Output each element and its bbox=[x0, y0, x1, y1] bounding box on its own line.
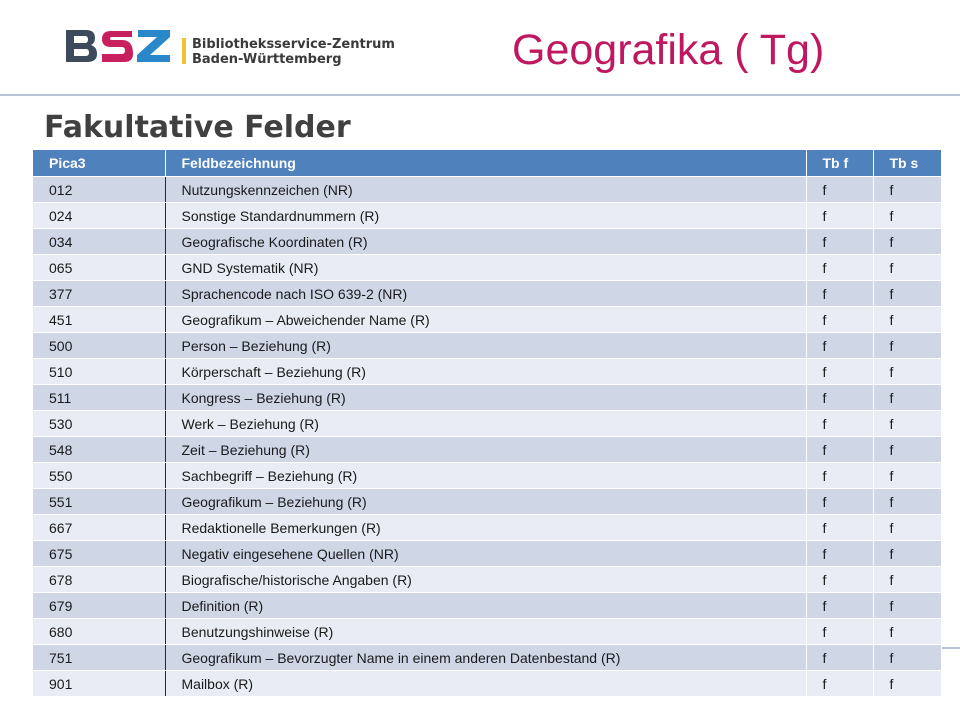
cell-tb-f: f bbox=[806, 515, 873, 541]
table-header-row bbox=[33, 150, 941, 177]
table-row bbox=[33, 307, 941, 333]
table-row bbox=[33, 281, 941, 307]
table-row bbox=[33, 411, 941, 437]
cell-tb-s: f bbox=[873, 255, 941, 281]
table-row bbox=[33, 645, 941, 671]
cell-tb-f: f bbox=[806, 255, 873, 281]
table-row bbox=[33, 463, 941, 489]
cell-tb-s: f bbox=[873, 359, 941, 385]
slide-title: Geografika ( Tg) bbox=[512, 26, 825, 74]
cell-tb-s: f bbox=[873, 437, 941, 463]
cell-pica3: 065 bbox=[33, 255, 165, 281]
right-divider bbox=[942, 647, 960, 649]
cell-feldbezeichnung: Zeit – Beziehung (R) bbox=[165, 437, 806, 463]
logo-text bbox=[192, 37, 452, 67]
cell-feldbezeichnung: Körperschaft – Beziehung (R) bbox=[165, 359, 806, 385]
logo-letter-b bbox=[66, 30, 97, 62]
cell-feldbezeichnung: Person – Beziehung (R) bbox=[165, 333, 806, 359]
header-divider bbox=[0, 94, 960, 96]
fields-table bbox=[33, 150, 941, 697]
cell-feldbezeichnung: Geografikum – Abweichender Name (R) bbox=[165, 307, 806, 333]
cell-pica3: 550 bbox=[33, 463, 165, 489]
cell-tb-f: f bbox=[806, 437, 873, 463]
header-pica3: Pica3 bbox=[33, 150, 165, 177]
cell-tb-f: f bbox=[806, 203, 873, 229]
cell-feldbezeichnung: Nutzungskennzeichen (NR) bbox=[165, 177, 806, 203]
cell-feldbezeichnung: Sprachencode nach ISO 639-2 (NR) bbox=[165, 281, 806, 307]
cell-feldbezeichnung: Werk – Beziehung (R) bbox=[165, 411, 806, 437]
cell-tb-f: f bbox=[806, 411, 873, 437]
cell-tb-s: f bbox=[873, 333, 941, 359]
cell-feldbezeichnung: GND Systematik (NR) bbox=[165, 255, 806, 281]
bsz-logo-mark bbox=[64, 24, 174, 68]
logo-line-2: Baden-Württemberg bbox=[192, 52, 342, 67]
cell-tb-f: f bbox=[806, 645, 873, 671]
cell-tb-f: f bbox=[806, 307, 873, 333]
cell-tb-f: f bbox=[806, 567, 873, 593]
cell-tb-s: f bbox=[873, 619, 941, 645]
cell-pica3: 500 bbox=[33, 333, 165, 359]
cell-pica3: 751 bbox=[33, 645, 165, 671]
cell-feldbezeichnung: Sachbegriff – Beziehung (R) bbox=[165, 463, 806, 489]
cell-tb-s: f bbox=[873, 281, 941, 307]
cell-tb-f: f bbox=[806, 541, 873, 567]
header-tb-f: Tb f bbox=[806, 150, 873, 177]
logo-line-1: Bibliotheksservice-Zentrum bbox=[192, 37, 395, 52]
cell-tb-s: f bbox=[873, 671, 941, 697]
cell-pica3: 678 bbox=[33, 567, 165, 593]
cell-feldbezeichnung: Sonstige Standardnummern (R) bbox=[165, 203, 806, 229]
cell-tb-s: f bbox=[873, 515, 941, 541]
cell-feldbezeichnung: Negativ eingesehene Quellen (NR) bbox=[165, 541, 806, 567]
cell-feldbezeichnung: Mailbox (R) bbox=[165, 671, 806, 697]
table-row bbox=[33, 489, 941, 515]
section-title: Fakultative Felder bbox=[44, 110, 351, 145]
logo-letter-s bbox=[102, 31, 133, 62]
cell-feldbezeichnung: Definition (R) bbox=[165, 593, 806, 619]
table-row bbox=[33, 359, 941, 385]
cell-tb-f: f bbox=[806, 385, 873, 411]
cell-pica3: 012 bbox=[33, 177, 165, 203]
table-row bbox=[33, 177, 941, 203]
cell-tb-s: f bbox=[873, 489, 941, 515]
table-row bbox=[33, 203, 941, 229]
cell-tb-s: f bbox=[873, 593, 941, 619]
cell-pica3: 530 bbox=[33, 411, 165, 437]
table-body bbox=[33, 177, 941, 697]
cell-tb-s: f bbox=[873, 229, 941, 255]
header-tb-s: Tb s bbox=[873, 150, 941, 177]
cell-pica3: 451 bbox=[33, 307, 165, 333]
table-row bbox=[33, 229, 941, 255]
cell-tb-s: f bbox=[873, 385, 941, 411]
cell-pica3: 548 bbox=[33, 437, 165, 463]
table-row bbox=[33, 593, 941, 619]
cell-tb-s: f bbox=[873, 463, 941, 489]
table-row bbox=[33, 541, 941, 567]
cell-tb-f: f bbox=[806, 671, 873, 697]
cell-pica3: 551 bbox=[33, 489, 165, 515]
cell-pica3: 667 bbox=[33, 515, 165, 541]
cell-pica3: 680 bbox=[33, 619, 165, 645]
table-row bbox=[33, 385, 941, 411]
table-row bbox=[33, 515, 941, 541]
cell-tb-s: f bbox=[873, 411, 941, 437]
cell-feldbezeichnung: Redaktionelle Bemerkungen (R) bbox=[165, 515, 806, 541]
cell-pica3: 679 bbox=[33, 593, 165, 619]
cell-pica3: 510 bbox=[33, 359, 165, 385]
cell-pica3: 024 bbox=[33, 203, 165, 229]
fields-table-container bbox=[33, 150, 941, 697]
logo-letter-z bbox=[137, 30, 170, 62]
cell-pica3: 511 bbox=[33, 385, 165, 411]
cell-feldbezeichnung: Kongress – Beziehung (R) bbox=[165, 385, 806, 411]
logo-divider-bar bbox=[182, 38, 186, 64]
cell-pica3: 034 bbox=[33, 229, 165, 255]
cell-tb-f: f bbox=[806, 333, 873, 359]
cell-tb-f: f bbox=[806, 229, 873, 255]
cell-tb-s: f bbox=[873, 307, 941, 333]
table-row bbox=[33, 619, 941, 645]
cell-tb-f: f bbox=[806, 463, 873, 489]
table-row bbox=[33, 437, 941, 463]
cell-tb-s: f bbox=[873, 567, 941, 593]
table-row bbox=[33, 671, 941, 697]
table-row bbox=[33, 333, 941, 359]
cell-tb-f: f bbox=[806, 619, 873, 645]
header-feldbezeichnung: Feldbezeichnung bbox=[165, 150, 806, 177]
cell-tb-s: f bbox=[873, 203, 941, 229]
table-row bbox=[33, 255, 941, 281]
cell-tb-s: f bbox=[873, 645, 941, 671]
cell-feldbezeichnung: Geografische Koordinaten (R) bbox=[165, 229, 806, 255]
cell-tb-s: f bbox=[873, 177, 941, 203]
cell-pica3: 675 bbox=[33, 541, 165, 567]
cell-tb-f: f bbox=[806, 359, 873, 385]
cell-feldbezeichnung: Geografikum – Bevorzugter Name in einem anderen Datenbestand (R) bbox=[165, 645, 806, 671]
cell-feldbezeichnung: Geografikum – Beziehung (R) bbox=[165, 489, 806, 515]
cell-tb-f: f bbox=[806, 281, 873, 307]
cell-tb-s: f bbox=[873, 541, 941, 567]
cell-pica3: 901 bbox=[33, 671, 165, 697]
cell-feldbezeichnung: Benutzungshinweise (R) bbox=[165, 619, 806, 645]
cell-pica3: 377 bbox=[33, 281, 165, 307]
cell-feldbezeichnung: Biografische/historische Angaben (R) bbox=[165, 567, 806, 593]
cell-tb-f: f bbox=[806, 177, 873, 203]
cell-tb-f: f bbox=[806, 489, 873, 515]
cell-tb-f: f bbox=[806, 593, 873, 619]
table-row bbox=[33, 567, 941, 593]
